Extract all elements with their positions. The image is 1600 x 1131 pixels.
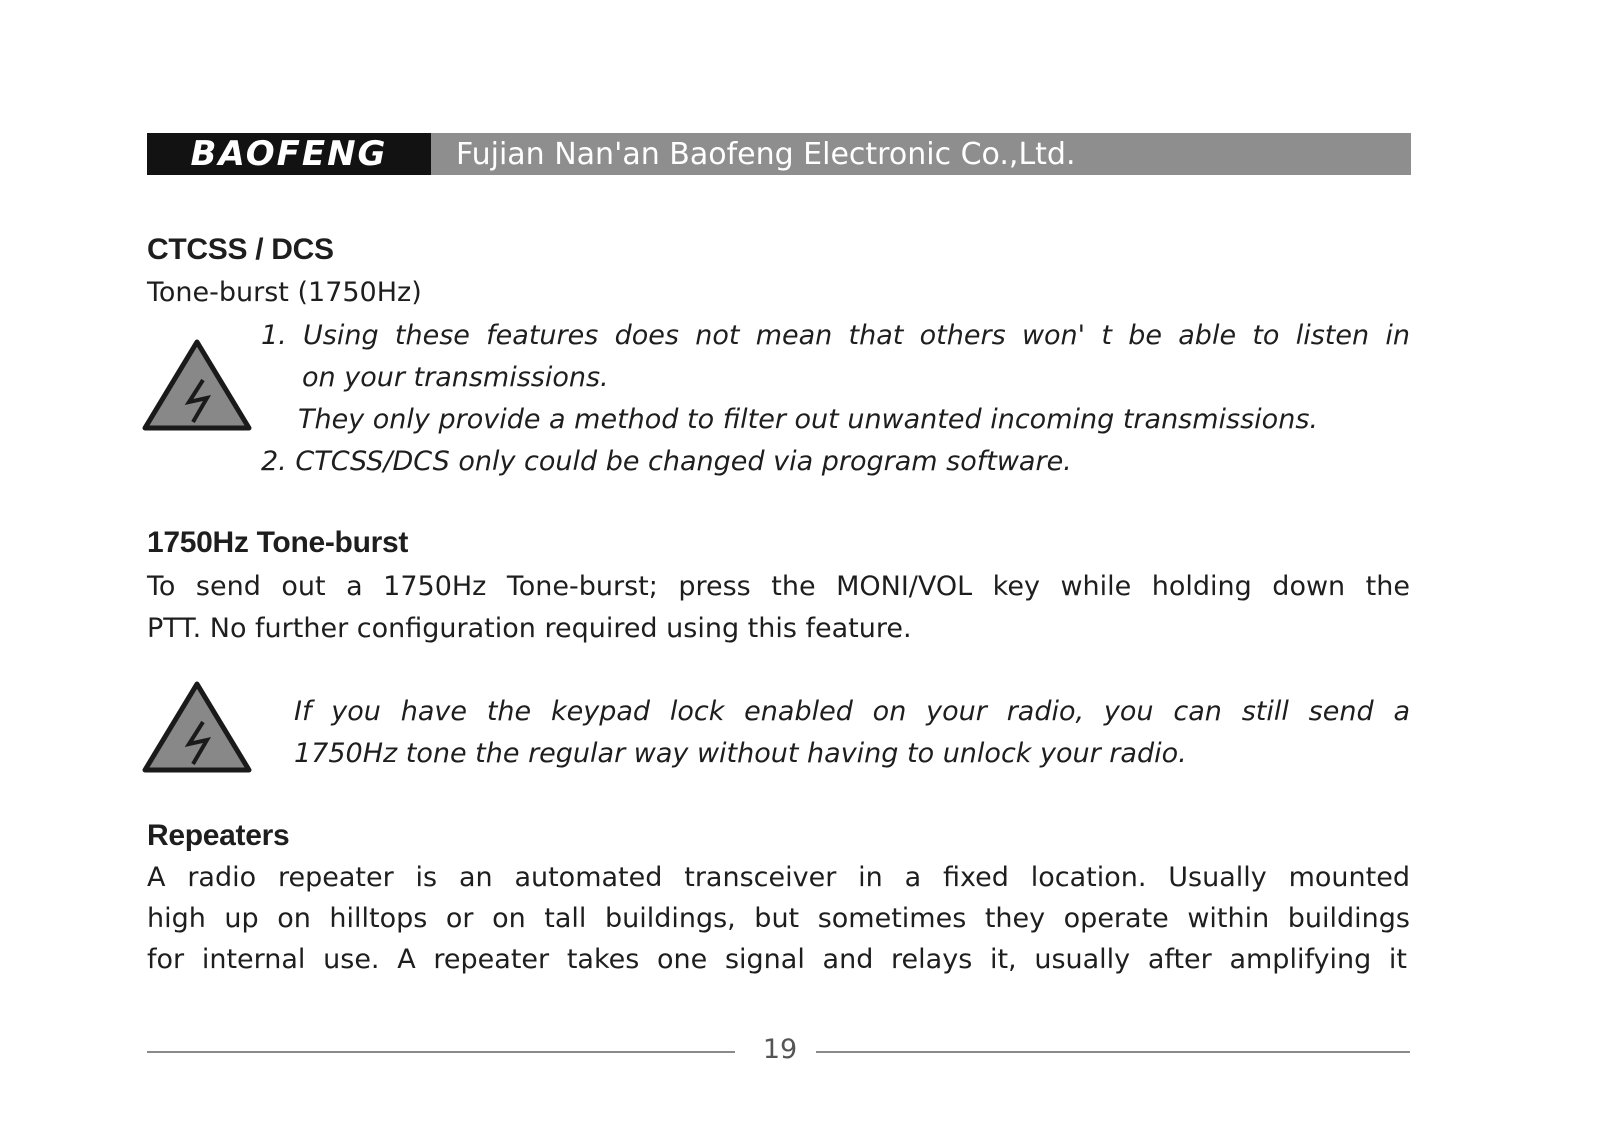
ctcss-note-1-line-1: 1. Using these features does not mean that others won' t be able to listen in (261, 320, 1410, 351)
ctcss-subtitle: Tone-burst (1750Hz) (147, 277, 422, 308)
section-title-toneburst: 1750Hz Tone-burst (147, 526, 409, 559)
baofeng-logo: BAOFENG (147, 133, 431, 175)
company-name: Fujian Nan'an Baofeng Electronic Co.,Ltd. (456, 136, 1076, 172)
warning-triangle-icon (141, 680, 253, 776)
repeaters-body-line-1 (147, 857, 1410, 899)
toneburst-body-line-1 (147, 566, 1410, 608)
repeaters-body-line-2 (147, 898, 1410, 940)
page-number: 19 (762, 1034, 798, 1065)
ctcss-note-2: 2. CTCSS/DCS only could be changed via program software. (261, 446, 1072, 477)
toneburst-note-line-1 (294, 691, 1410, 733)
ctcss-note-1-line-3: They only provide a method to filter out unwanted incoming transmissions. (298, 404, 1318, 435)
footer-rule-right (816, 1051, 1410, 1053)
footer-rule-left (147, 1051, 735, 1053)
repeaters-line-1-text: A radio repeater is an automated transceiver in a fixed location. Usually mounted (147, 862, 1410, 893)
section-title-ctcss: CTCSS / DCS (147, 233, 334, 266)
toneburst-note-line-2: 1750Hz tone the regular way without having to unlock your radio. (294, 738, 1187, 769)
header-banner (147, 133, 1411, 175)
section-title-repeaters: Repeaters (147, 819, 290, 852)
ctcss-note-1-line-2: on your transmissions. (302, 362, 609, 393)
warning-triangle-icon (141, 338, 253, 434)
repeaters-body-line-3 (147, 939, 1407, 981)
repeaters-line-2-text: high up on hilltops or on tall buildings, but sometimes they operate within buildings (147, 903, 1410, 934)
toneburst-line-1-text: To send out a 1750Hz Tone-burst; press the MONI/VOL key while holding down the (147, 571, 1410, 602)
ctcss-note-1 (261, 315, 1410, 357)
toneburst-note-line-1-text: If you have the keypad lock enabled on your radio, you can still send a (294, 696, 1410, 727)
toneburst-body-line-2: PTT. No further configuration required using this feature. (147, 613, 912, 644)
repeaters-line-3-text: for internal use. A repeater takes one signal and relays it, usually after amplifying it (147, 944, 1407, 975)
